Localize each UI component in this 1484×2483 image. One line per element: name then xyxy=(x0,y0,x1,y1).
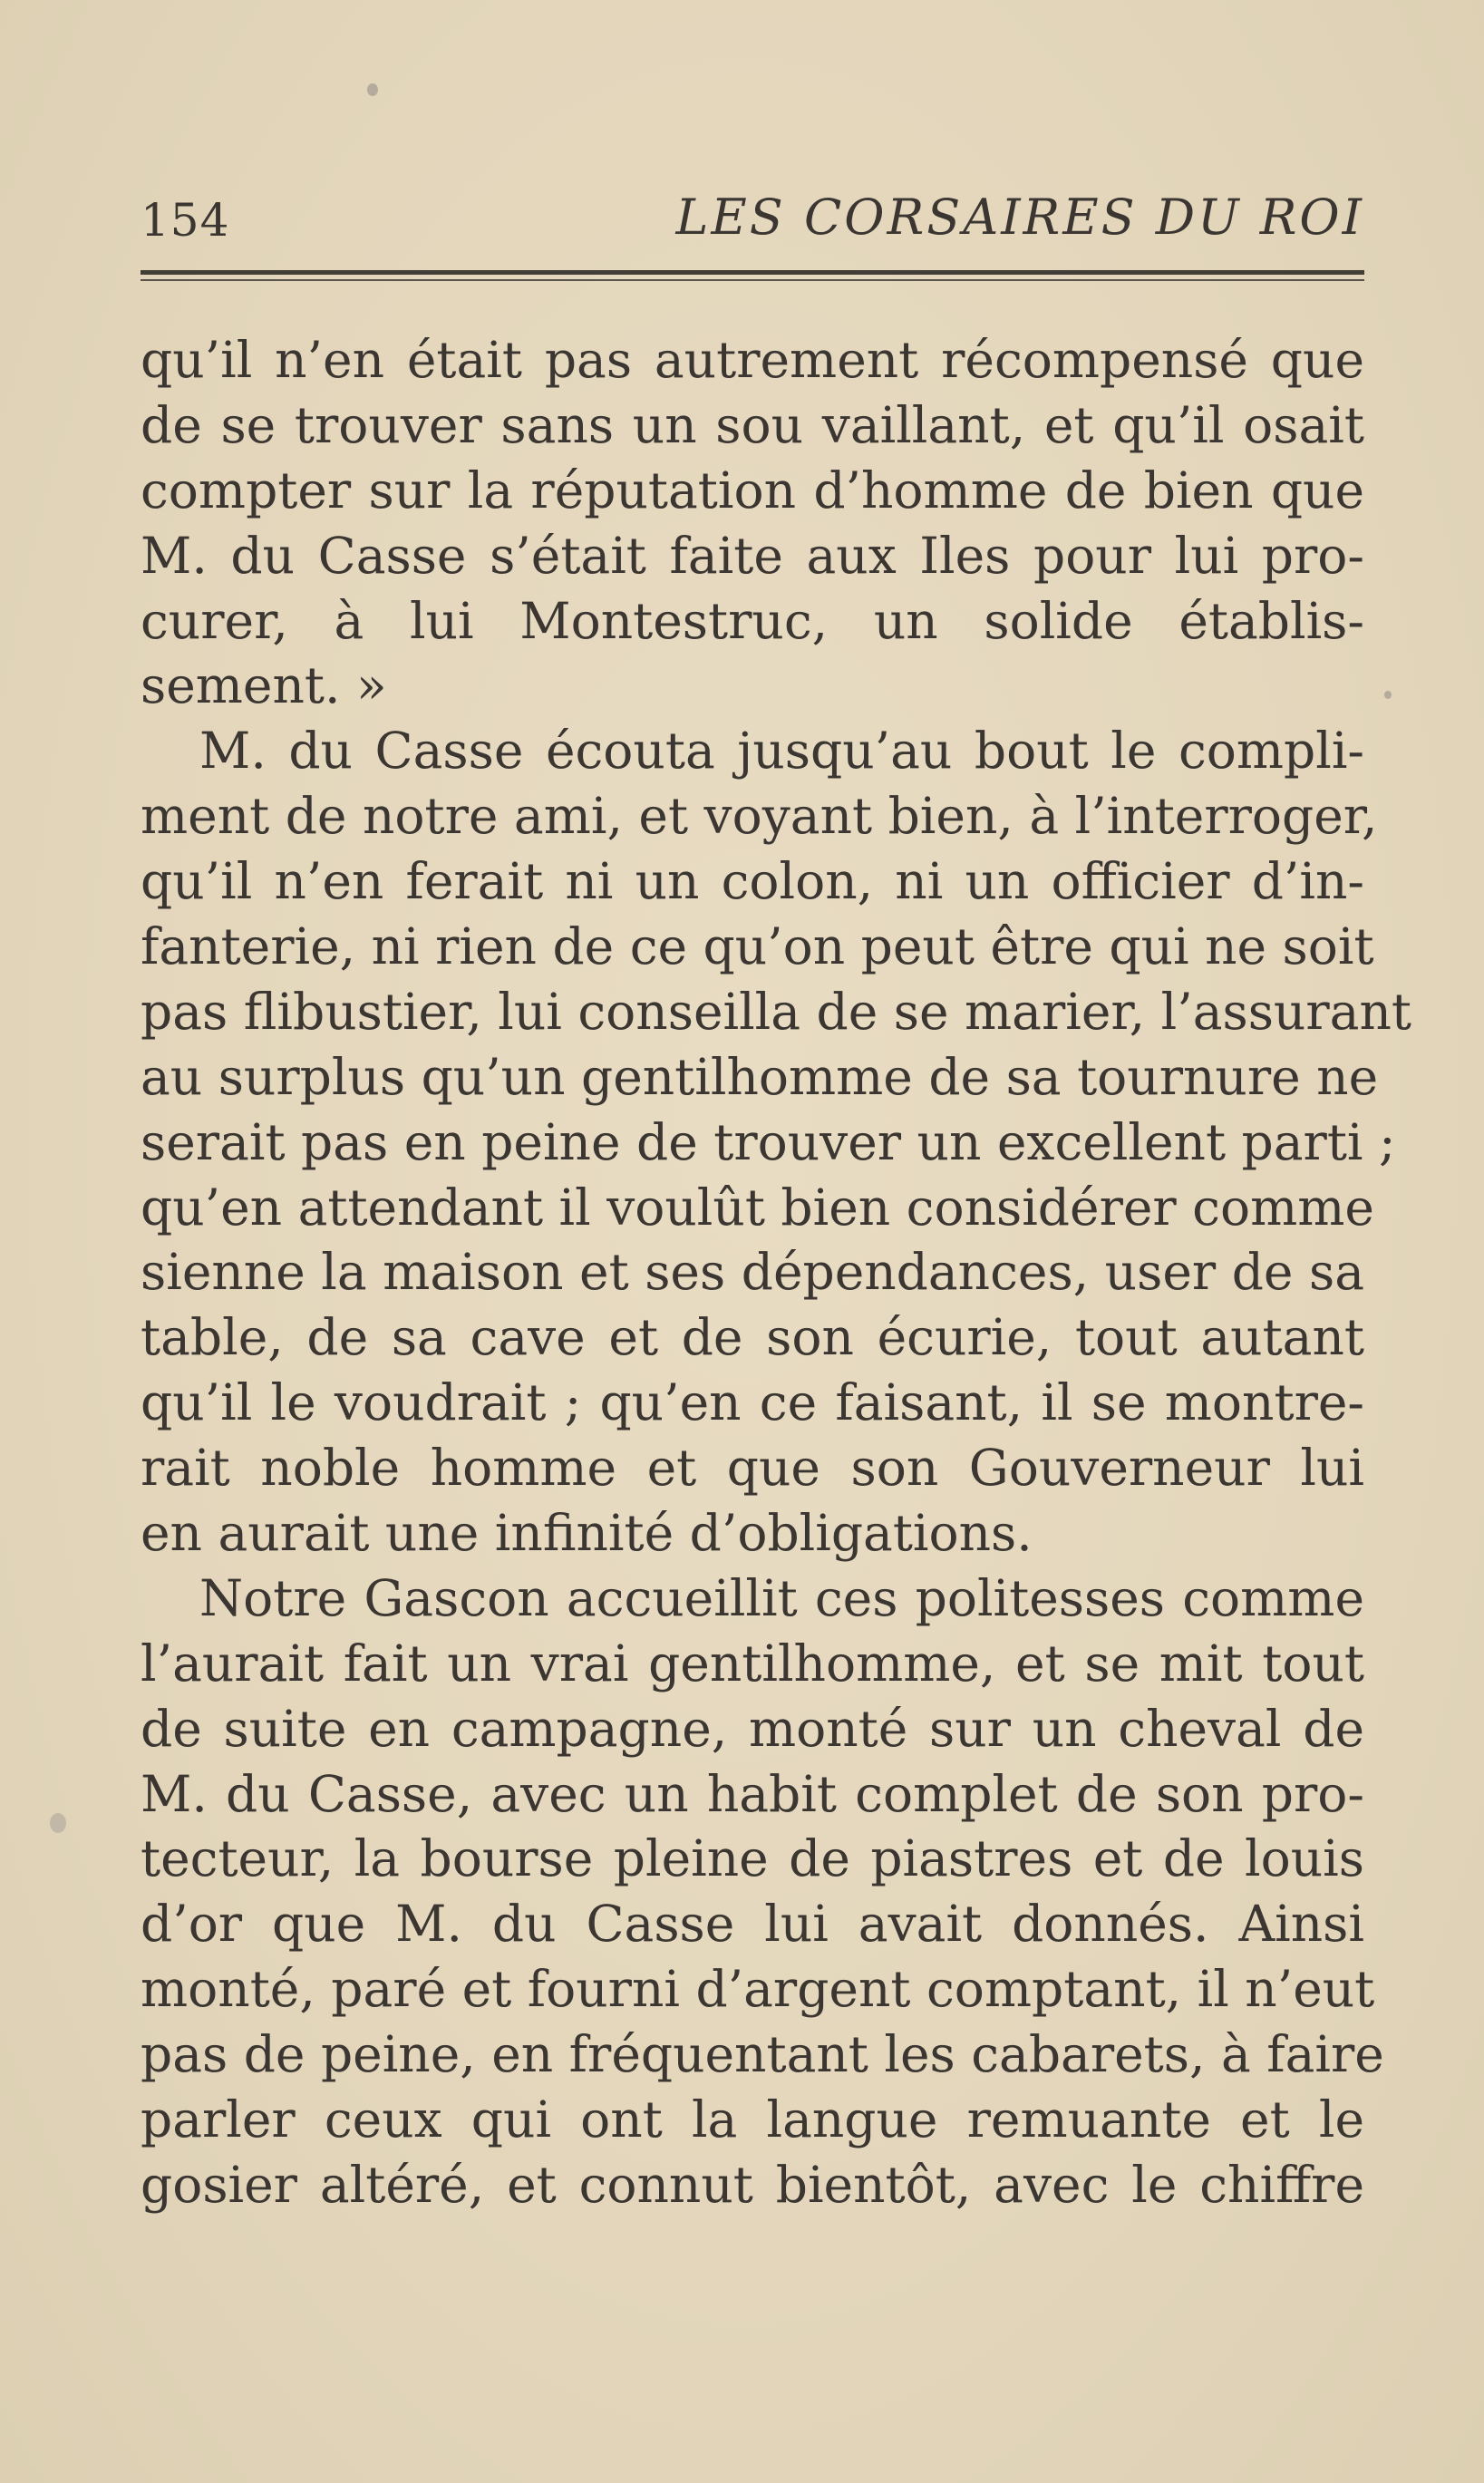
text-line: curer, à lui Montestruc, un solide établis- xyxy=(141,591,1364,650)
header-rule-thin xyxy=(141,279,1364,281)
text-line: en aurait une infinité d’obligations. xyxy=(141,1504,1033,1563)
text-line: qu’il n’en était pas autrement récompensé que xyxy=(141,331,1364,389)
text-line: ment de notre ami, et voyant bien, à l’interroger, xyxy=(141,787,1378,846)
text-line: qu’en attendant il voulût bien considérer comme xyxy=(141,1178,1374,1237)
text-line: de se trouver sans un sou vaillant, et qu’il osait xyxy=(141,395,1364,454)
text-line: pas flibustier, lui conseilla de se marier, l’assurant xyxy=(141,982,1411,1041)
text-line: d’or que M. du Casse lui avait donnés. Ainsi xyxy=(141,1895,1364,1954)
text-line: qu’il le voudrait ; qu’en ce faisant, il se montre- xyxy=(141,1373,1364,1432)
text-line: monté, paré et fourni d’argent comptant, il n’eut xyxy=(141,1960,1375,2019)
paper-speck xyxy=(1384,691,1392,699)
page-header xyxy=(141,189,1364,252)
text-line: de suite en campagne, monté sur un cheval de xyxy=(141,1699,1364,1758)
text-line: sement. » xyxy=(141,656,387,715)
text-line: au surplus qu’un gentilhomme de sa tournure ne xyxy=(141,1047,1379,1106)
paper-speck xyxy=(367,83,378,96)
paper-speck xyxy=(50,1813,66,1833)
text-line: M. du Casse, avec un habit complet de son pro- xyxy=(141,1764,1364,1823)
text-line: l’aurait fait un vrai gentilhomme, et se mit tout xyxy=(141,1634,1364,1693)
header-rule-thick xyxy=(141,270,1364,275)
text-line: pas de peine, en fréquentant les cabarets, à faire xyxy=(141,2025,1384,2084)
text-line: rait noble homme et que son Gouverneur lui xyxy=(141,1439,1364,1498)
text-line: M. du Casse s’était faite aux Iles pour lui pro- xyxy=(141,526,1364,585)
text-line: qu’il n’en ferait ni un colon, ni un officier d’in- xyxy=(141,852,1364,911)
text-line: compter sur la réputation d’homme de bien que xyxy=(141,461,1364,519)
text-line: tecteur, la bourse pleine de piastres et de louis xyxy=(141,1829,1364,1888)
text-line: M. du Casse écouta jusqu’au bout le compli- xyxy=(199,722,1364,781)
running-title: LES CORSAIRES DU ROI xyxy=(675,189,1364,246)
text-line: sienne la maison et ses dépendances, user de sa xyxy=(141,1243,1364,1302)
text-line: Notre Gascon accueillit ces politesses comme xyxy=(199,1568,1364,1627)
page-number: 154 xyxy=(141,194,230,247)
body-text xyxy=(141,328,1411,2218)
text-line: parler ceux qui ont la langue remuante et le xyxy=(141,2090,1364,2149)
text-line: fanterie, ni rien de ce qu’on peut être qui ne soit xyxy=(141,917,1374,976)
text-line: table, de sa cave et de son écurie, tout autant xyxy=(141,1308,1364,1367)
text-line: serait pas en peine de trouver un excellent parti ; xyxy=(141,1112,1396,1171)
text-line: gosier altéré, et connut bientôt, avec le chiffre xyxy=(141,2155,1364,2214)
